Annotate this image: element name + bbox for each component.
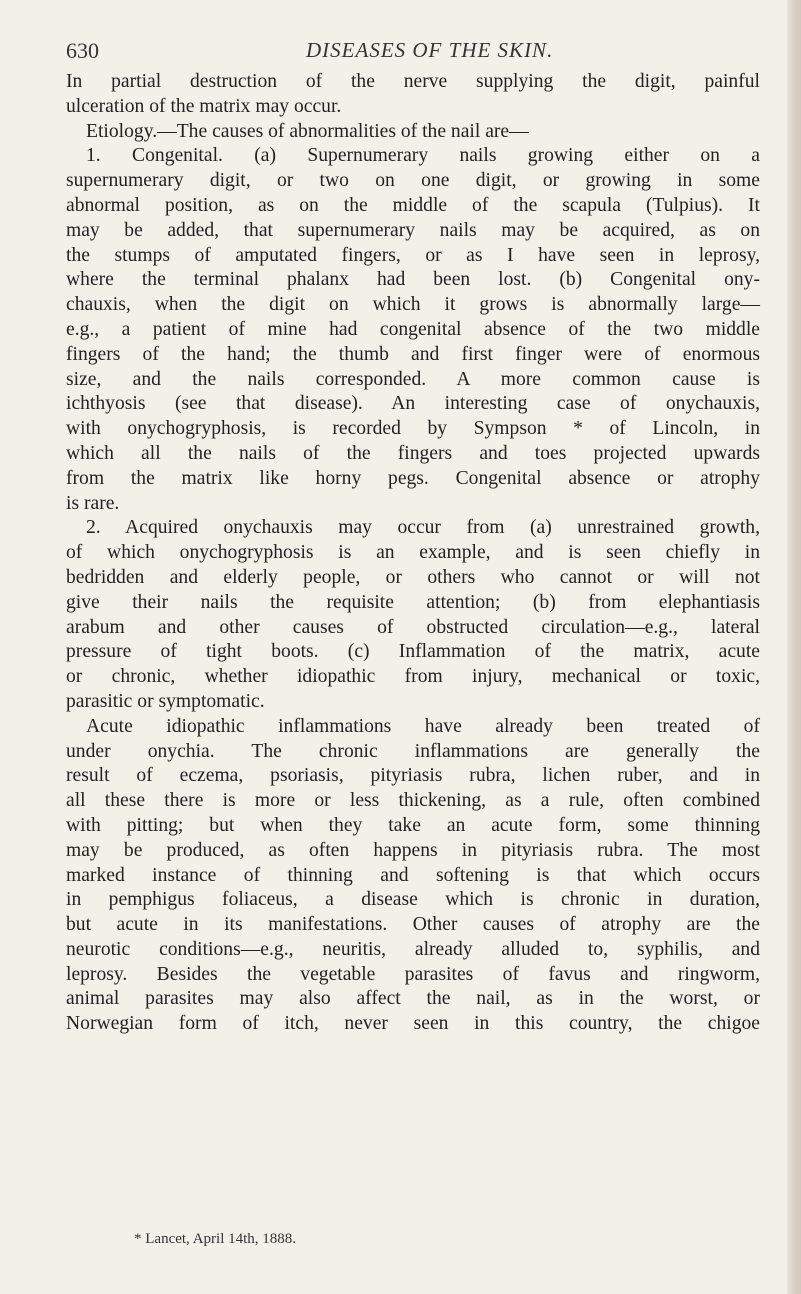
- page-edge: [787, 0, 801, 1294]
- page-header: [66, 38, 761, 68]
- text-line: all these there is more or less thickening, as a rule, often combined: [66, 790, 760, 812]
- footnote: * Lancet, April 14th, 1888.: [134, 1231, 297, 1247]
- text-line: size, and the nails corresponded. A more common cause is: [66, 368, 760, 390]
- text-line: Etiology.—The causes of abnormalities of the nail are—: [86, 120, 529, 142]
- text-line: animal parasites may also affect the nail, as in the worst, or: [66, 988, 760, 1010]
- text-line: supernumerary digit, or two on one digit, or growing in some: [66, 170, 760, 192]
- text-line: In partial destruction of the nerve supplying the digit, painful: [66, 71, 760, 92]
- text-line: in pemphigus foliaceus, a disease which is chronic in duration,: [66, 889, 760, 911]
- text-line: from the matrix like horny pegs. Congenital absence or atrophy: [66, 467, 760, 489]
- text-line: is rare.: [66, 492, 120, 514]
- text-line: or chronic, whether idiopathic from injury, mechanical or toxic,: [66, 666, 760, 688]
- text-line: fingers of the hand; the thumb and first finger were of enormous: [66, 343, 760, 365]
- text-line: bedridden and elderly people, or others who cannot or will not: [66, 566, 760, 588]
- text-line: the stumps of amputated fingers, or as I have seen in leprosy,: [66, 244, 760, 266]
- text-line: parasitic or symptomatic.: [66, 690, 265, 712]
- text-line: abnormal position, as on the middle of the scapula (Tulpius). It: [66, 194, 760, 216]
- page-number: 630: [66, 38, 99, 63]
- body-text: [66, 70, 760, 1037]
- text-line: of which onychogryphosis is an example, and is seen chiefly in: [66, 542, 760, 564]
- text-line: give their nails the requisite attention; (b) from elephantiasis: [66, 591, 760, 613]
- text-line: ulceration of the matrix may occur.: [66, 95, 342, 117]
- text-line: chauxis, when the digit on which it grows is abnormally large—: [66, 294, 760, 316]
- text-line: e.g., a patient of mine had congenital absence of the two middle: [66, 318, 760, 340]
- text-line: arabum and other causes of obstructed circulation—e.g., lateral: [66, 616, 760, 638]
- text-line: with onychogryphosis, is recorded by Sympson * of Lincoln, in: [66, 418, 760, 440]
- text-line: under onychia. The chronic inflammations are generally the: [66, 740, 760, 762]
- text-line: result of eczema, psoriasis, pityriasis rubra, lichen ruber, and in: [66, 765, 760, 787]
- text-line: with pitting; but when they take an acute form, some thinning: [66, 814, 760, 836]
- text-line: ichthyosis (see that disease). An interesting case of onychauxis,: [66, 393, 760, 415]
- text-line: where the terminal phalanx had been lost. (b) Congenital ony-: [66, 269, 760, 291]
- text-line: neurotic conditions—e.g., neuritis, already alluded to, syphilis, and: [66, 938, 760, 960]
- text-line: Acute idiopathic inflammations have already been treated of: [86, 715, 760, 737]
- text-line: but acute in its manifestations. Other causes of atrophy are the: [66, 914, 760, 936]
- text-line: 1. Congenital. (a) Supernumerary nails growing either on a: [86, 145, 760, 167]
- text-line: may be added, that supernumerary nails may be acquired, as on: [66, 219, 760, 241]
- text-line: marked instance of thinning and softening is that which occurs: [66, 864, 760, 886]
- text-line: may be produced, as often happens in pityriasis rubra. The most: [66, 839, 760, 861]
- text-line: pressure of tight boots. (c) Inflammation of the matrix, acute: [66, 641, 760, 663]
- text-line: which all the nails of the fingers and toes projected upwards: [66, 442, 760, 464]
- text-line: Norwegian form of itch, never seen in this country, the chigoe: [66, 1013, 760, 1035]
- text-line: leprosy. Besides the vegetable parasites of favus and ringworm,: [66, 963, 760, 985]
- text-line: 2. Acquired onychauxis may occur from (a) unrestrained growth,: [86, 517, 760, 539]
- running-title: DISEASES OF THE SKIN.: [306, 38, 554, 62]
